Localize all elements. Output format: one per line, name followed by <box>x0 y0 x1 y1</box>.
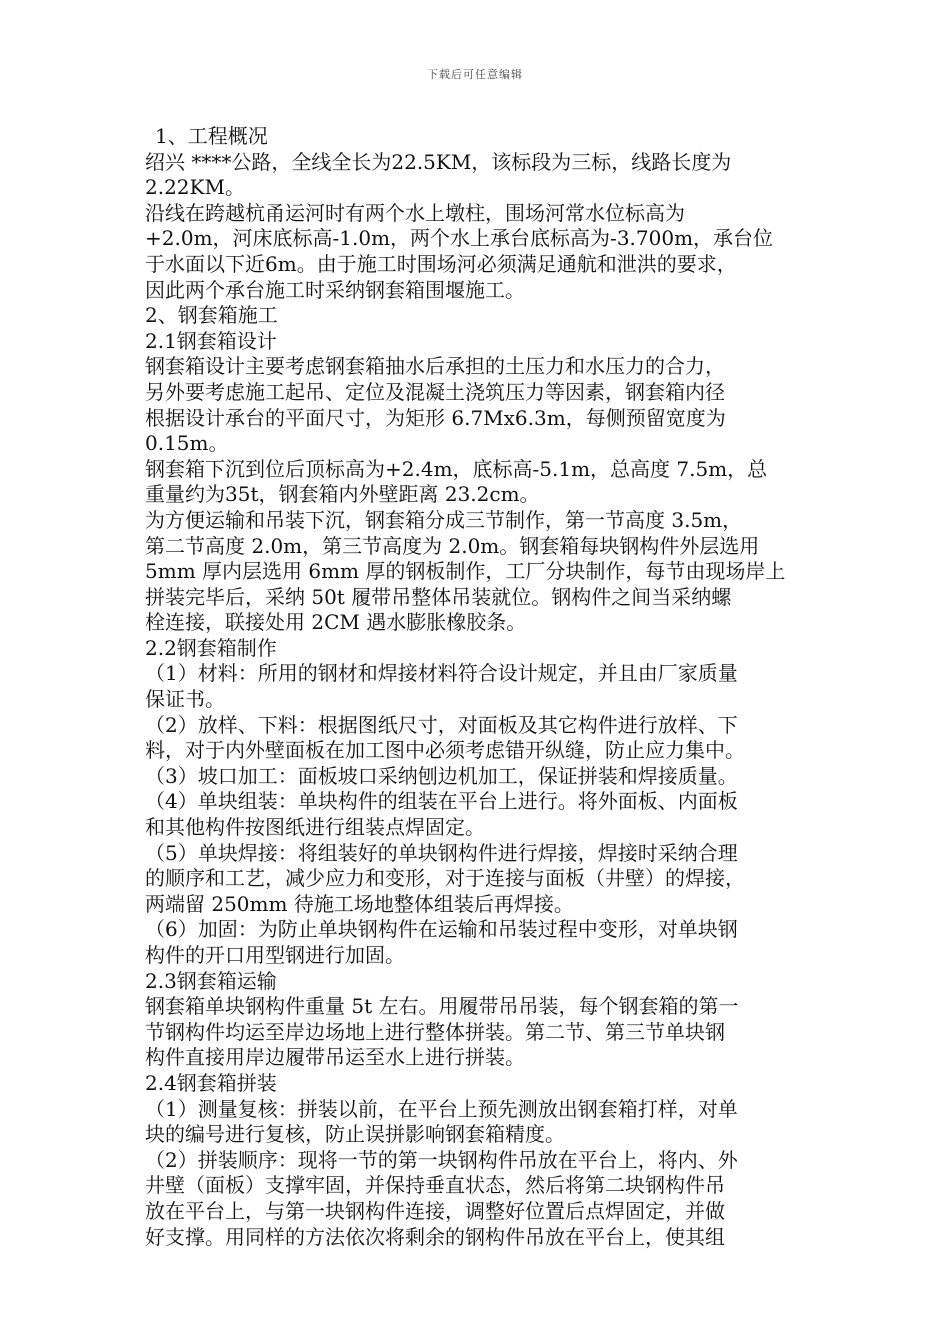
paragraph-line: 根据设计承台的平面尺寸，为矩形 6.7Mx6.3m，每侧预留宽度为 <box>145 405 726 430</box>
paragraph-line: 两端留 250mm 待施工场地整体组装后再焊接。 <box>145 891 574 916</box>
paragraph-line: （2）放样、下料：根据图纸尺寸，对面板及其它构件进行放样、下 <box>145 712 738 737</box>
paragraph-line: 2.22KM。 <box>145 175 245 200</box>
paragraph-line: 0.15m。 <box>145 431 229 456</box>
paragraph-line: 重量约为35t，钢套箱内外壁距离 23.2cm。 <box>145 482 540 507</box>
section-heading: 2、钢套箱施工 <box>145 303 278 328</box>
section-heading: 1、工程概况 <box>155 124 268 148</box>
paragraph-line: 的顺序和工艺，减少应力和变形，对于连接与面板（井壁）的焊接， <box>145 866 745 891</box>
paragraph-line: 好支撑。用同样的方法依次将剩余的钢构件吊放在平台上，使其组 <box>145 1224 725 1249</box>
paragraph-line: 钢套箱设计主要考虑钢套箱抽水后承担的土压力和水压力的合力， <box>145 354 725 379</box>
paragraph-line: 和其他构件按图纸进行组装点焊固定。 <box>145 815 485 840</box>
paragraph-line: 构件的开口用型钢进行加固。 <box>145 943 405 967</box>
paragraph-line: 钢套箱单块钢构件重量 5t 左右。用履带吊吊装，每个钢套箱的第一 <box>145 994 739 1019</box>
paragraph-line: 料，对于内外壁面板在加工图中必须考虑错开纵缝，防止应力集中。 <box>145 738 745 763</box>
paragraph-line: 第二节高度 2.0m，第三节高度为 2.0m。钢套箱每块钢构件外层选用 <box>145 533 760 558</box>
subsection-heading: 2.1钢套箱设计 <box>145 328 277 353</box>
paragraph-line: 于水面以下近6m。由于施工时围场河必须满足通航和泄洪的要求， <box>145 251 737 276</box>
paragraph-line: 栓连接，联接处用 2CM 遇水膨胀橡胶条。 <box>145 610 527 635</box>
paragraph-line: 块的编号进行复核，防止误拼影响钢套箱精度。 <box>145 1122 565 1147</box>
paragraph-line: （1）测量复核：拼装以前，在平台上预先测放出钢套箱打样，对单 <box>145 1096 738 1121</box>
paragraph-line: （5）单块焊接：将组装好的单块钢构件进行焊接，焊接时采纳合理 <box>145 840 738 865</box>
paragraph-line: 沿线在跨越杭甬运河时有两个水上墩柱，围场河常水位标高为 <box>145 200 685 225</box>
subsection-heading: 2.3钢套箱运输 <box>145 968 277 993</box>
subsection-heading: 2.4钢套箱拼装 <box>145 1070 277 1095</box>
document-body <box>145 124 813 1250</box>
paragraph-line: 拼装完毕后，采纳 50t 履带吊整体吊装就位。钢构件之间当采纳螺 <box>145 584 732 609</box>
paragraph-line: 井壁（面板）支撑牢固，并保持垂直状态，然后将第二块钢构件吊 <box>145 1173 725 1198</box>
paragraph-line: （1）材料：所用的钢材和焊接材料符合设计规定，并且由厂家质量 <box>145 661 738 686</box>
paragraph-line: （3）坡口加工：面板坡口采纳刨边机加工，保证拼装和焊接质量。 <box>145 763 738 788</box>
subsection-heading: 2.2钢套箱制作 <box>145 635 277 660</box>
page-header-note: 下载后可任意编辑 <box>427 68 523 81</box>
paragraph-line: （2）拼装顺序：现将一节的第一块钢构件吊放在平台上，将内、外 <box>145 1147 738 1172</box>
paragraph-line: 另外要考虑施工起吊、定位及混凝土浇筑压力等因素，钢套箱内径 <box>145 379 725 404</box>
paragraph-line: （4）单块组装：单块构件的组装在平台上进行。将外面板、内面板 <box>145 789 738 814</box>
paragraph-line: 放在平台上，与第一块钢构件连接，调整好位置后点焊固定，并做 <box>145 1198 725 1223</box>
paragraph-line: 节钢构件均运至岸边场地上进行整体拼装。第二节、第三节单块钢 <box>145 1019 725 1044</box>
paragraph-line: 为方便运输和吊装下沉，钢套箱分成三节制作，第一节高度 3.5m， <box>145 507 743 532</box>
paragraph-line: 钢套箱下沉到位后顶标高为+2.4m，底标高-5.1m，总高度 7.5m，总 <box>145 456 768 481</box>
paragraph-line: 保证书。 <box>145 687 225 712</box>
paragraph-line: 因此两个承台施工时采纳钢套箱围堰施工。 <box>145 277 525 302</box>
paragraph-line: 5mm 厚内层选用 6mm 厚的钢板制作，工厂分块制作，每节由现场岸上 <box>145 559 786 584</box>
paragraph-line: 绍兴 ****公路，全线全长为22.5KM，该标段为三标，线路长度为 <box>145 149 732 174</box>
paragraph-line: （6）加固：为防止单块钢构件在运输和吊装过程中变形，对单块钢 <box>145 917 738 942</box>
paragraph-line: 构件直接用岸边履带吊运至水上进行拼装。 <box>145 1045 525 1070</box>
paragraph-line: +2.0m，河床底标高-1.0m，两个水上承台底标高为-3.700m，承台位 <box>145 226 774 251</box>
